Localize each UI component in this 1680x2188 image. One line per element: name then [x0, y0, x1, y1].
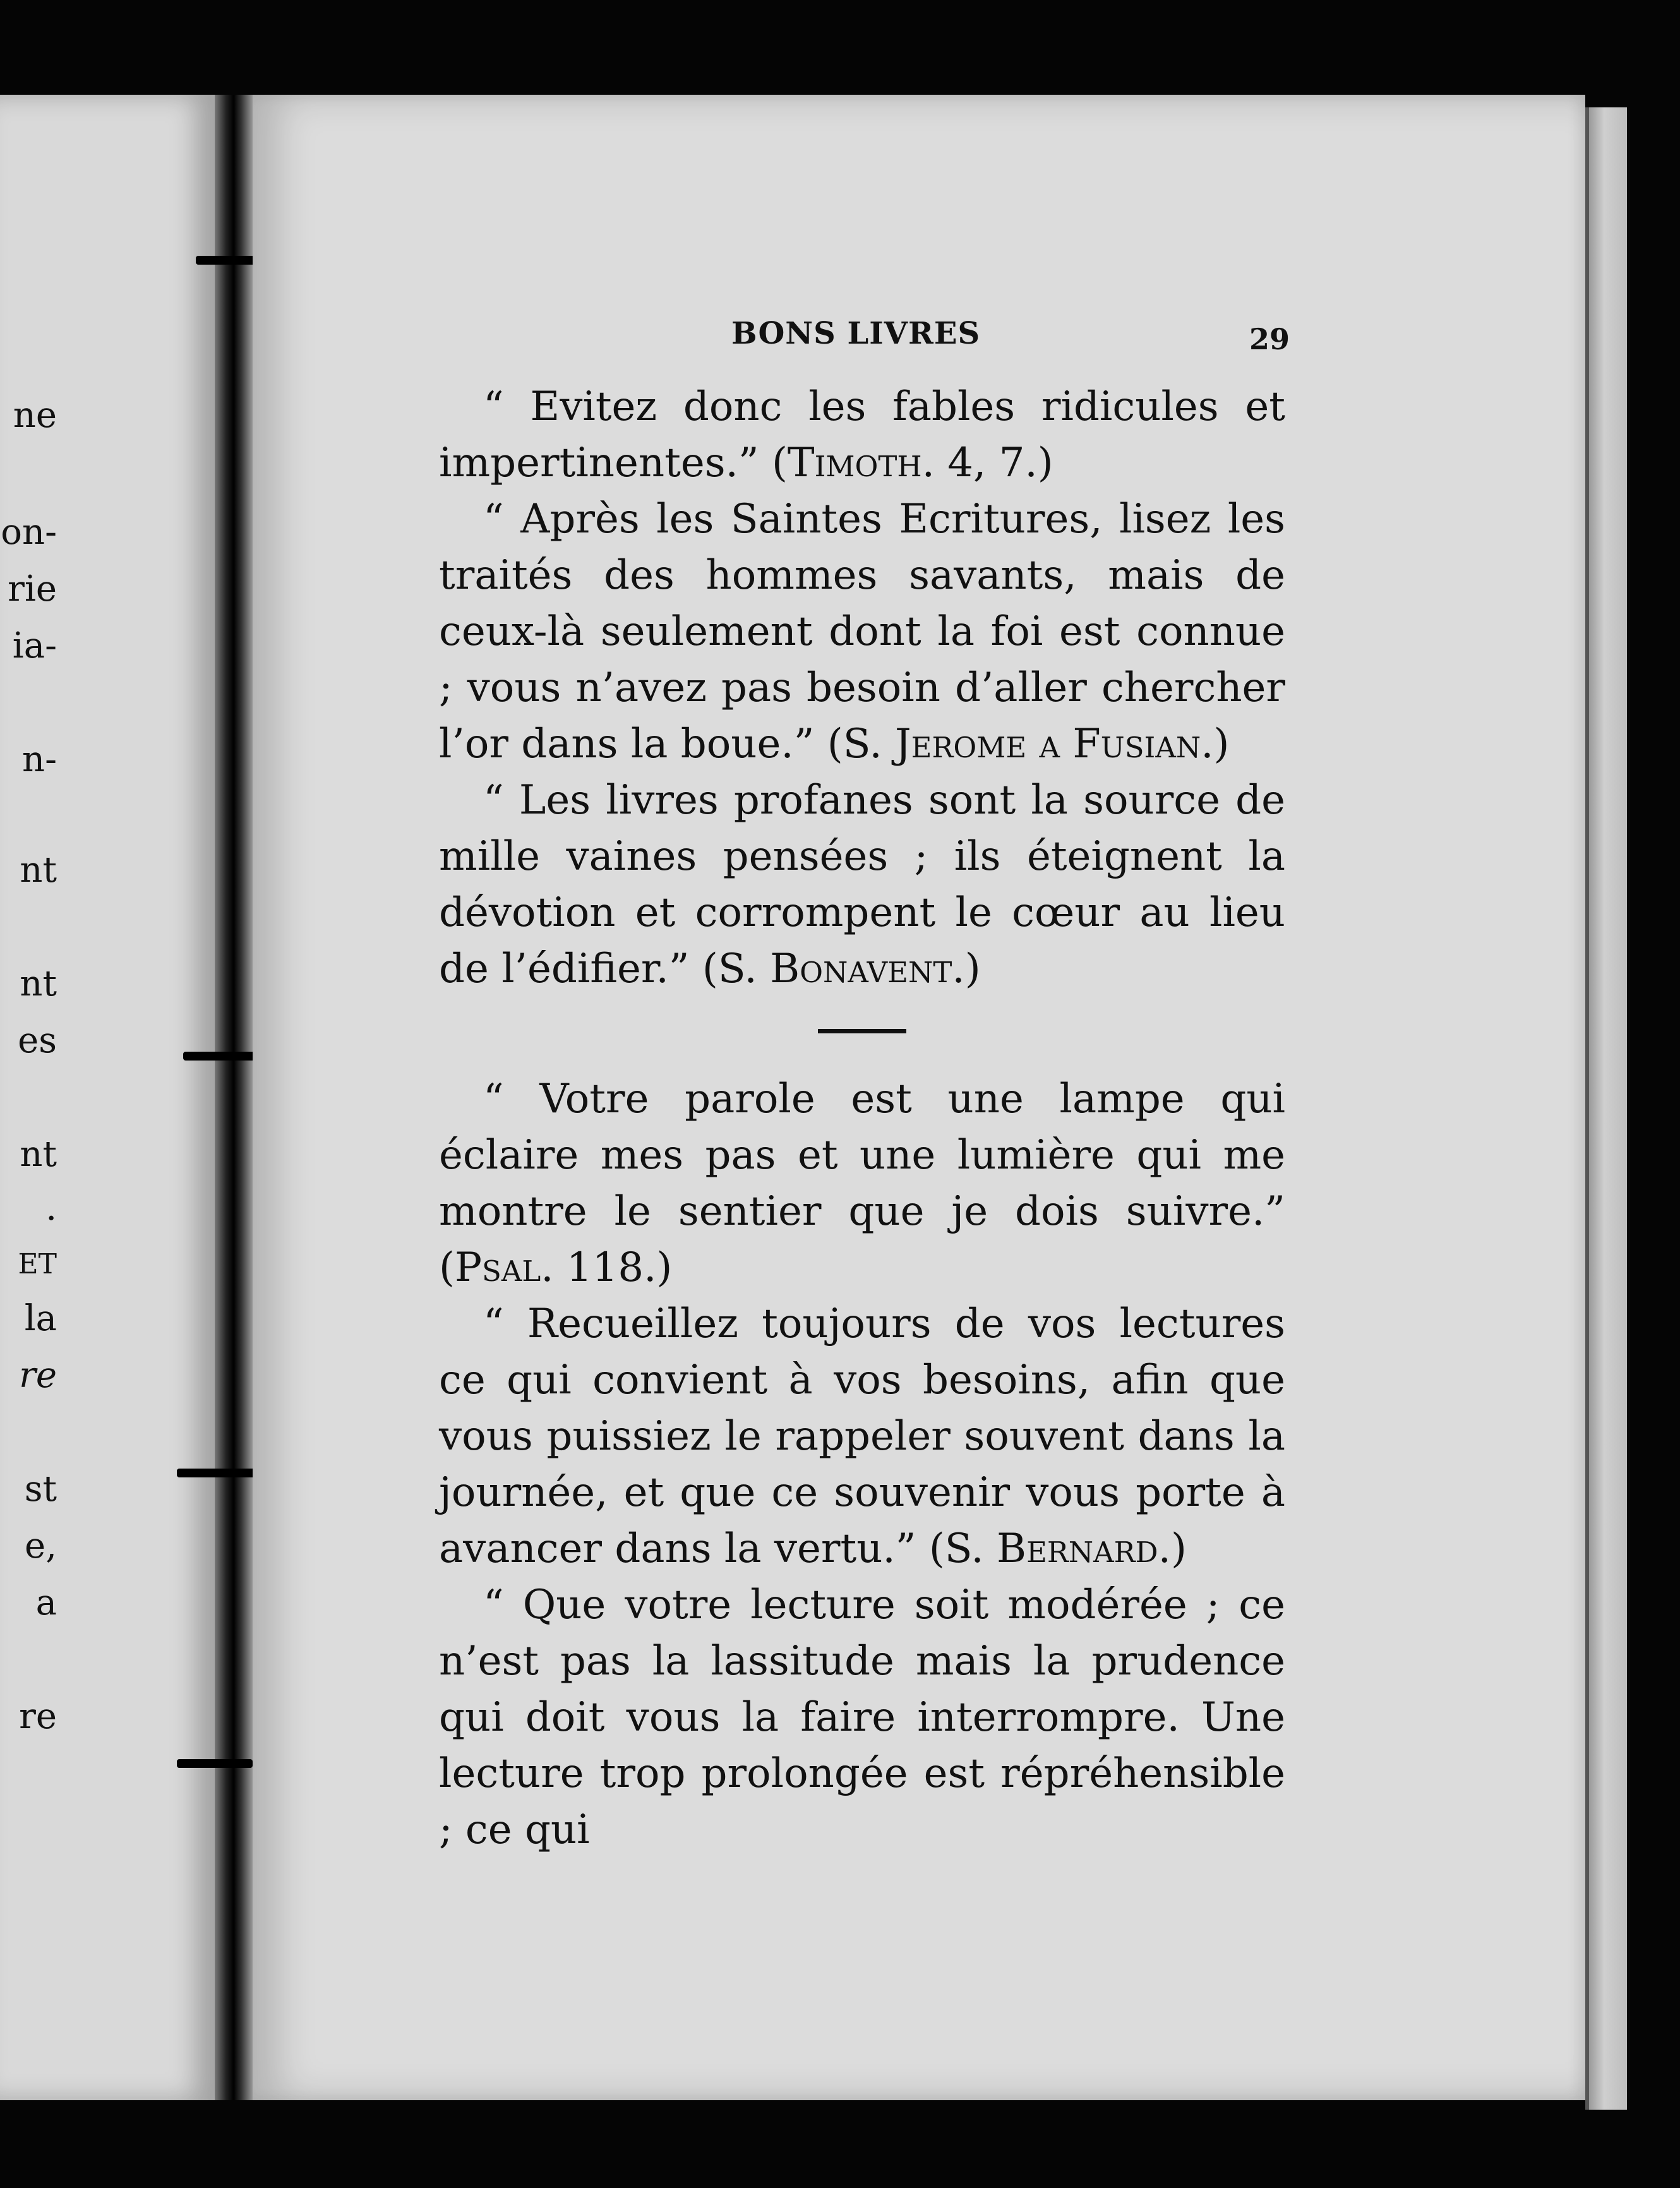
left-page-fragment: es [18, 1020, 57, 1061]
left-page-fragment: on- [1, 512, 57, 553]
left-page-fragment: re [19, 1355, 57, 1396]
quote-source: (S. Bernard.) [928, 1525, 1187, 1572]
quote-text: “ Que votre lecture soit modérée ; ce n’est pas la lassitude mais la prudence qui doit vous la faire interrompre. Une lecture trop prolongée est répréhensible ; ce qui [439, 1582, 1285, 1853]
left-page-fragment: rie [8, 568, 57, 610]
page-body [439, 379, 1285, 1858]
left-page-fragment: ne [13, 395, 57, 436]
quote-text: “ Recueillez toujours de vos lectures ce qui convient à vos besoins, afin que vous puissiez le rappeler souvent dans la journée, et que ce souvenir vous porte à avancer dans la vertu.” [439, 1301, 1285, 1572]
left-page-fragment: re [19, 1696, 57, 1737]
quote-paragraph [439, 379, 1285, 491]
running-head: BONS LIVRES [731, 316, 981, 351]
quote-text: “ Après les Saintes Ecritures, lisez les traités des hommes savants, mais de ceux-là seulement dont la foi est connue ; vous n’avez pas besoin d’aller chercher l’or dans la boue.” [439, 496, 1285, 767]
quote-paragraph [439, 772, 1285, 997]
quote-source: (Psal. 118.) [439, 1244, 673, 1291]
binding-stitch [177, 1469, 265, 1477]
left-page-fragment: ia- [12, 625, 57, 666]
quote-source: (Timoth. 4, 7.) [771, 440, 1053, 486]
left-page-fragment: la [24, 1298, 57, 1339]
left-page-fragment: nt [20, 963, 57, 1004]
quote-text: “ Evitez donc les fables ridicules et impertinentes.” [439, 383, 1285, 486]
quote-text: “ Votre parole est une lampe qui éclaire mes pas et une lumière qui me montre le sentier que je dois suivre.” [439, 1076, 1285, 1235]
quote-paragraph [439, 491, 1285, 772]
page-number: 29 [1249, 322, 1290, 356]
left-page-fragment: n- [22, 739, 57, 780]
section-divider [818, 1029, 906, 1033]
left-page-fragment: . [45, 1187, 57, 1229]
binding-stitch [177, 1759, 253, 1768]
book-spine [215, 95, 253, 2100]
quote-paragraph [439, 1296, 1285, 1577]
left-page-fragment: ET [18, 1248, 57, 1280]
quote-text: “ Les livres profanes sont la source de mille vaines pensées ; ils éteignent la dévotion et corrompent le cœur au lieu de l’édifier.” [439, 777, 1285, 992]
previous-page [0, 95, 215, 2100]
left-page-fragment: nt [20, 1134, 57, 1175]
left-page-fragment: e, [25, 1525, 57, 1566]
quote-paragraph [439, 1577, 1285, 1858]
page-edge [1585, 107, 1627, 2110]
left-page-fragment: a [35, 1582, 57, 1623]
left-page-fragment: nt [20, 850, 57, 891]
left-page-fragment: st [24, 1469, 57, 1510]
quote-source: (S. Bonavent.) [702, 946, 981, 992]
quote-source: (S. Jerome a Fusian.) [827, 721, 1230, 767]
quote-paragraph [439, 1071, 1285, 1296]
